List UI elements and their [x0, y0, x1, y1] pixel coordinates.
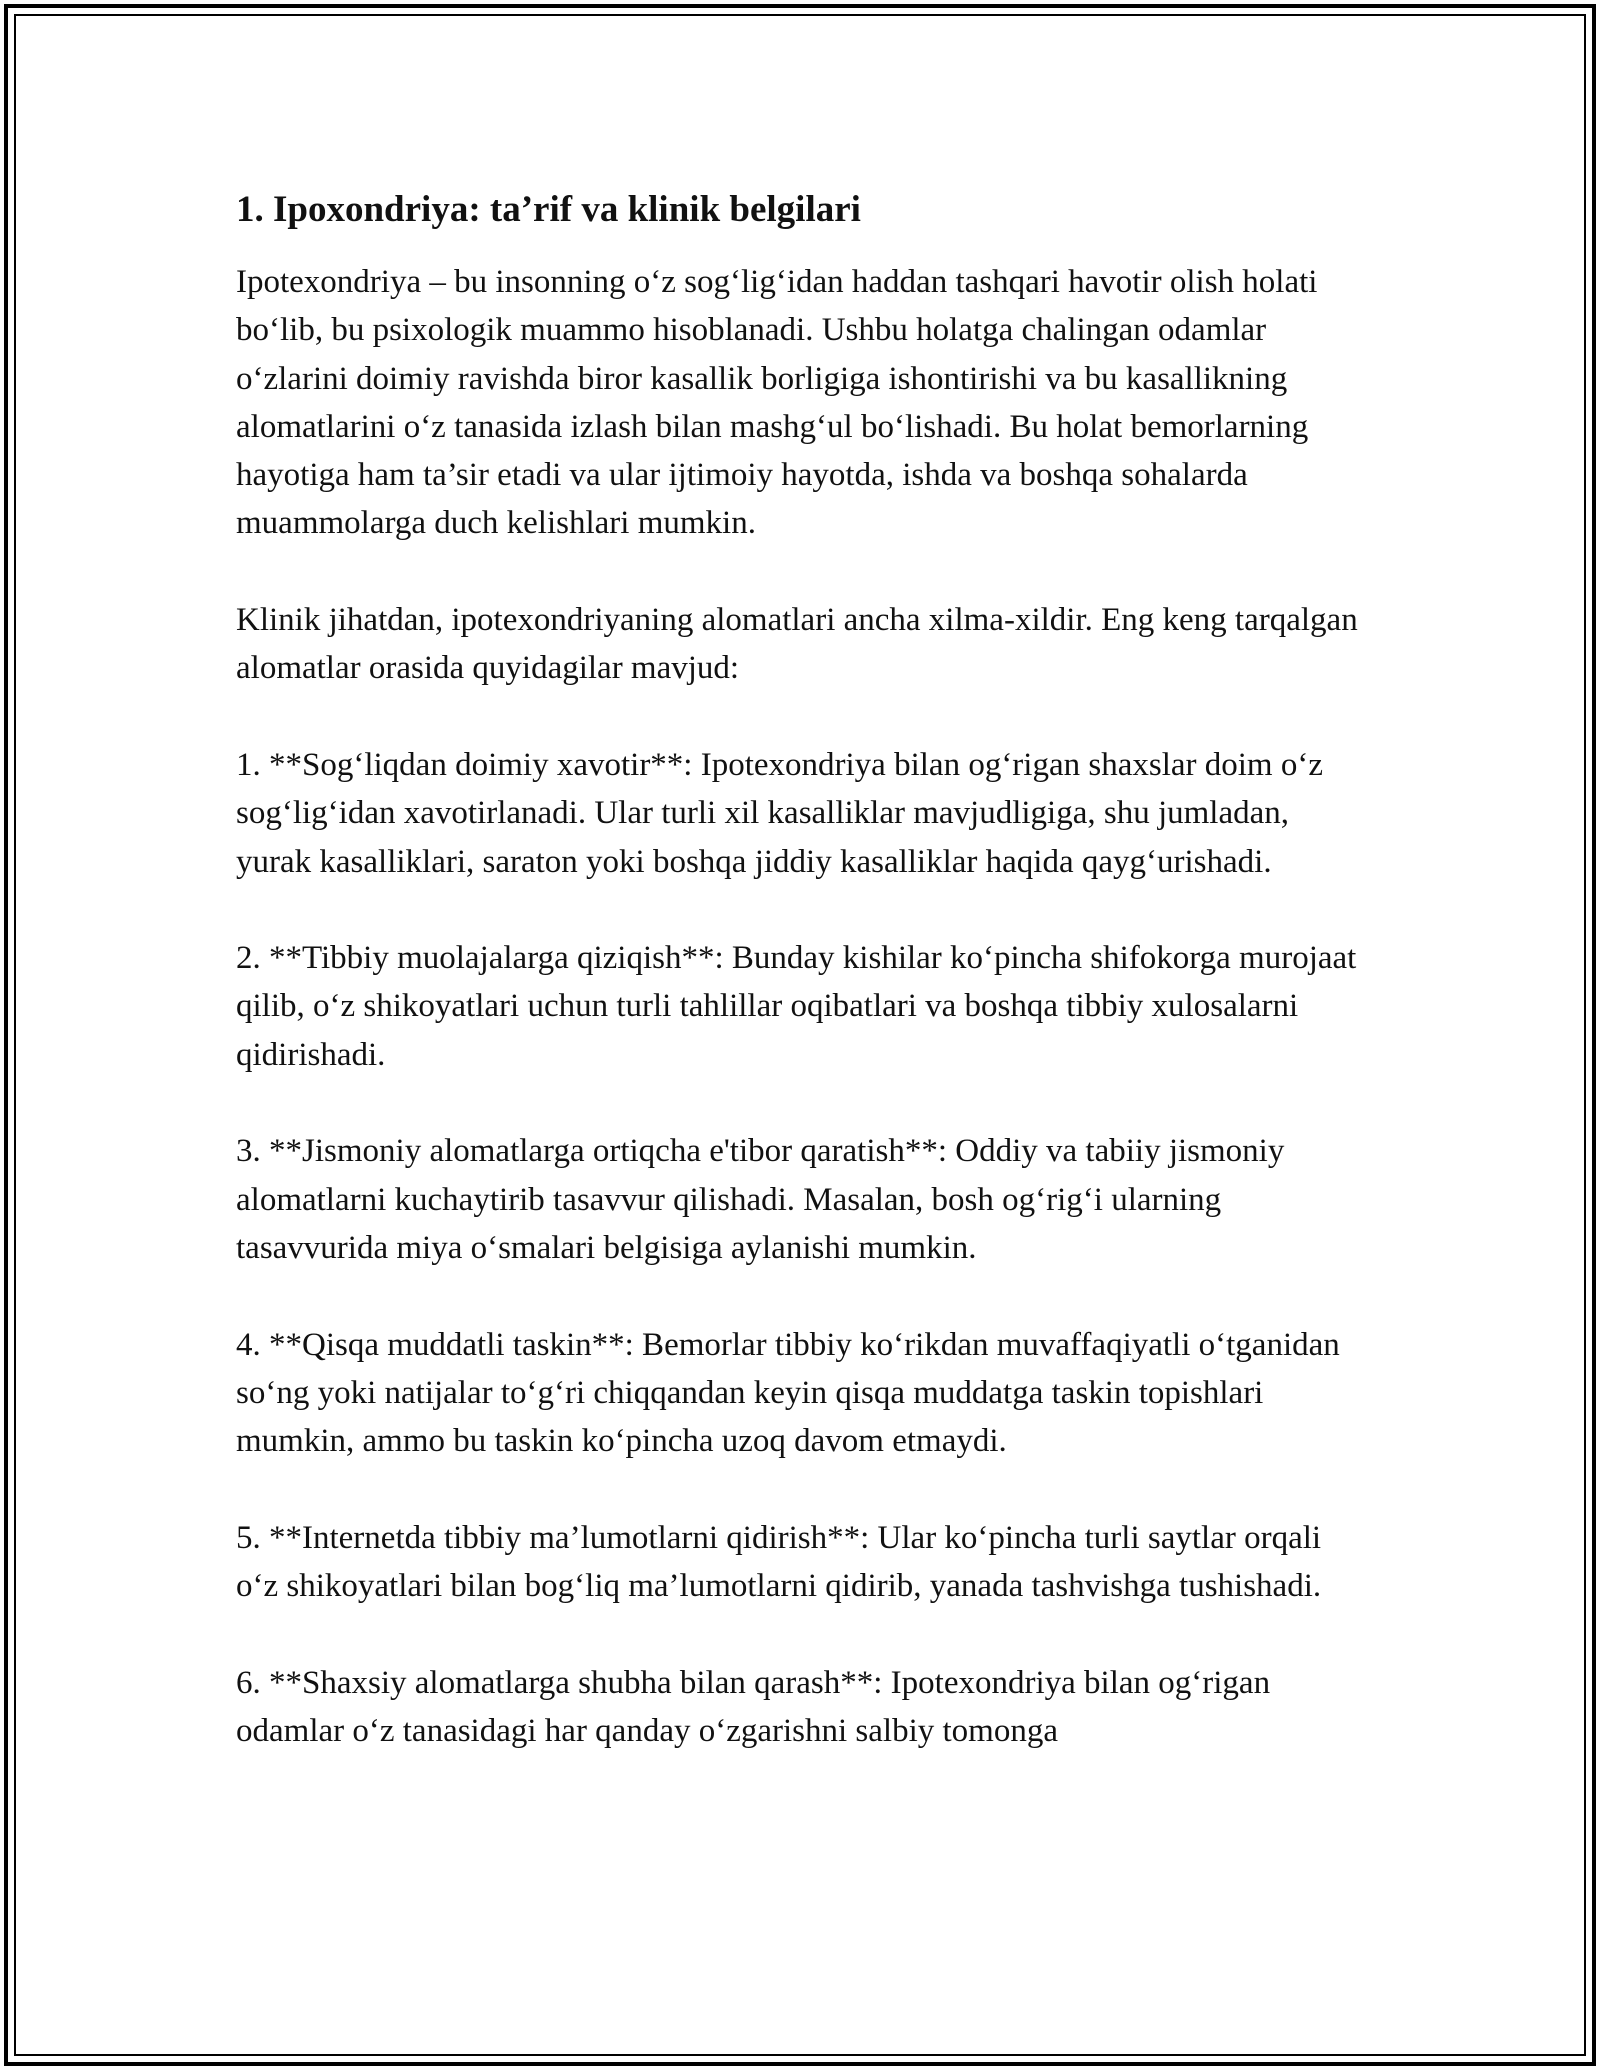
- list-item-symptom-2: 2. **Tibbiy muolajalarga qiziqish**: Bunday kishilar ko‘pincha shifokorga murojaat qilib, o‘z shikoyatlari uchun turli tahlillar oqibatlari va boshqa tibbiy xulosalarni qidirishadi.: [236, 940, 1357, 1073]
- list-item-symptom-4: 4. **Qisqa muddatli taskin**: Bemorlar tibbiy ko‘rikdan muvaffaqiyatli o‘tganidan so‘ng yoki natijalar to‘g‘ri chiqqandan keyin qisqa muddatga taskin topishlari mumkin, ammo bu taskin ko‘pincha uzoq davom etmaydi.: [236, 1326, 1340, 1460]
- section-heading: 1. Ipoxondriya: ta’rif va klinik belgilari: [236, 189, 861, 230]
- document-body: [236, 186, 1360, 1804]
- list-item-symptom-5: 5. **Internetda tibbiy ma’lumotlarni qidirish**: Ular ko‘pincha turli saytlar orqali o‘z shikoyatlari bilan bog‘liq ma’lumotlarni qidirib, yanada tashvishga tushishadi.: [236, 1519, 1322, 1605]
- list-item-symptom-3: 3. **Jismoniy alomatlarga ortiqcha e'tibor qaratish**: Oddiy va tabiiy jismoniy alomatlarni kuchaytirib tasavvur qilishadi. Masalan, bosh og‘rig‘i ularning tasavvurida miya o‘smalari belgisiga aylanishi mumkin.: [236, 1133, 1285, 1266]
- paragraph-clinical-intro: Klinik jihatdan, ipotexondriyaning alomatlari ancha xilma-xildir. Eng keng tarqalgan alomatlar orasida quyidagilar mavjud:: [236, 602, 1358, 687]
- list-item-symptom-1: 1. **Sog‘liqdan doimiy xavotir**: Ipotexondriya bilan og‘rigan shaxslar doim o‘z sog‘lig‘idan xavotirlanadi. Ular turli xil kasalliklar mavjudligiga, shu jumladan, yurak kasalliklari, saraton yoki boshqa jiddiy kasalliklar haqida qayg‘urishadi.: [236, 746, 1323, 880]
- paragraph-definition: Ipotexondriya – bu insonning o‘z sog‘lig‘idan haddan tashqari havotir olish holati bo‘lib, bu psixologik muammo hisoblanadi. Ushbu holatga chalingan odamlar o‘zlarini doimiy ravishda biror kasallik borligiga ishontirishi va bu kasallikning alomatlarini o‘z tanasida izlash bilan mashg‘ul bo‘lishadi. Bu holat bemorlarning hayotiga ham ta’sir etadi va ular ijtimoiy hayotda, ishda va boshqa sohalarda muammolarga duch kelishlari mumkin.: [236, 264, 1318, 542]
- list-item-symptom-6: 6. **Shaxsiy alomatlarga shubha bilan qarash**: Ipotexondriya bilan og‘rigan odamlar o‘z tanasidagi har qanday o‘zgarishni salbiy tomonga: [236, 1664, 1271, 1749]
